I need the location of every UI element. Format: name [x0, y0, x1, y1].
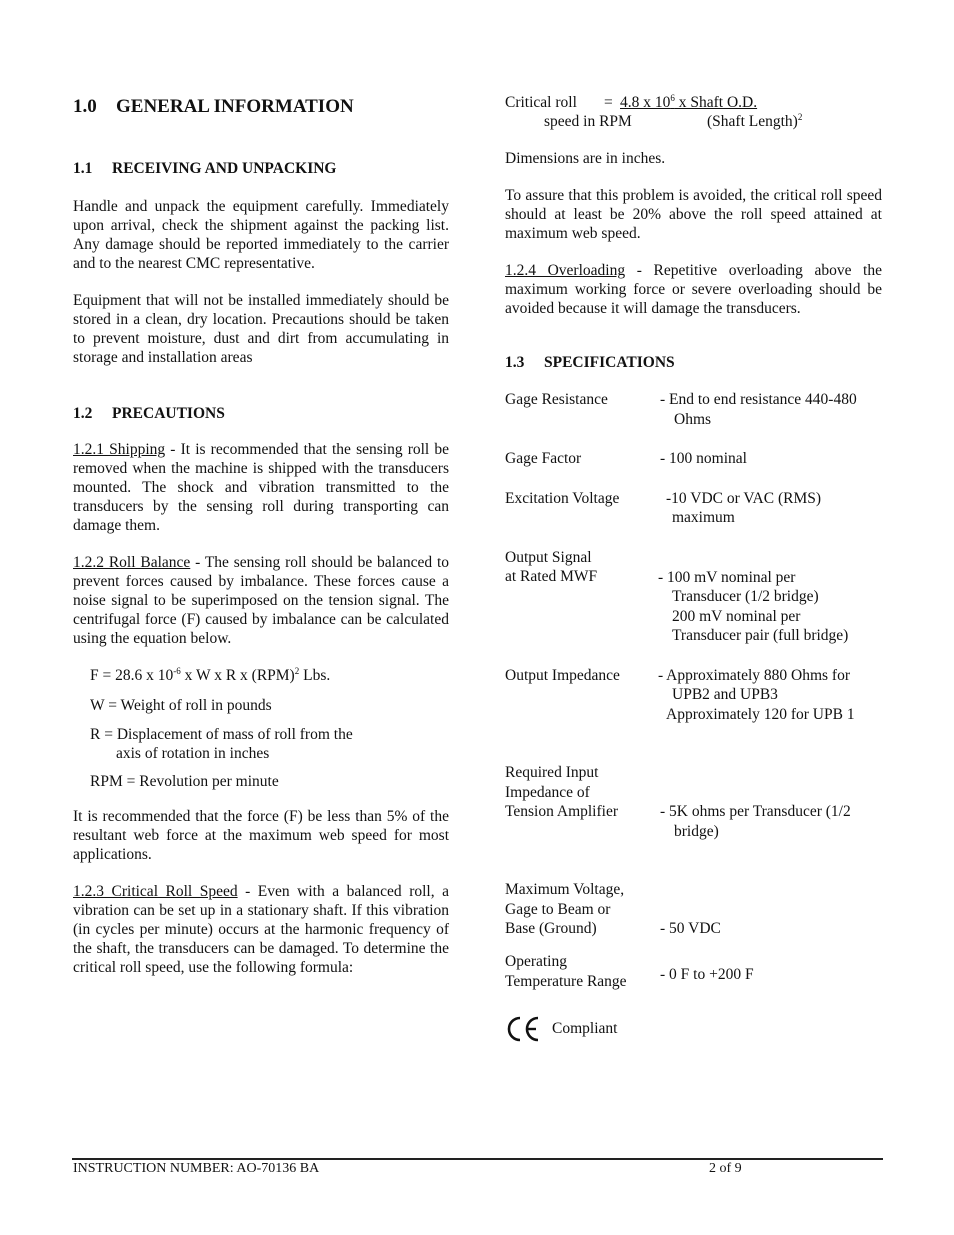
spec-label-line: Operating — [505, 952, 567, 970]
spec-value-line: - 5K ohms per Transducer (1/2 — [660, 803, 851, 820]
equation-middle: x W x R x (RPM) — [180, 667, 295, 684]
section-number: 1.0 — [73, 96, 97, 117]
spec-label-line: Base (Ground) — [505, 920, 597, 937]
formula-equals: = — [604, 94, 613, 111]
equation-r-definition-cont: axis of rotation in inches — [116, 745, 270, 762]
footer-page-number: 2 of 9 — [709, 1161, 742, 1176]
subheading-critical-speed: 1.2.3 Critical Roll Speed — [73, 883, 238, 900]
spec-label — [505, 548, 660, 646]
section-title: GENERAL INFORMATION — [116, 96, 354, 117]
force-equation — [90, 666, 449, 685]
spec-label-line: Gage to Beam or — [505, 900, 611, 918]
compliant-label: Compliant — [552, 1019, 618, 1037]
subheading-overloading: 1.2.4 Overloading — [505, 262, 626, 279]
spec-value: - 0 F to +200 F — [660, 965, 754, 983]
section-title: SPECIFICATIONS — [544, 354, 675, 371]
spec-value-line: - 100 mV nominal per — [658, 568, 796, 586]
section-heading-precautions — [73, 405, 449, 423]
equation-prefix: F = 28.6 x 10 — [90, 667, 174, 684]
equation-exponent-2: 2 — [294, 666, 300, 676]
right-column — [505, 93, 882, 1048]
spec-value-line: -10 VDC or VAC (RMS) — [666, 489, 822, 507]
spec-input-impedance — [505, 763, 882, 841]
spec-value-line: bridge) — [674, 822, 719, 840]
equation-r-definition: R = Displacement of mass of roll from the — [90, 726, 353, 743]
overloading-text: - Repetitive overloading above the maximum working force or severe overloading should be avoided because it will damage the transducers. — [505, 262, 882, 317]
spec-value — [658, 548, 882, 646]
equation-suffix: Lbs. — [299, 667, 331, 684]
ce-mark-logo — [505, 1015, 543, 1043]
formula-lhs-line1: Critical roll — [505, 94, 577, 111]
section-heading-general-information — [73, 96, 449, 118]
spec-output-signal — [505, 548, 882, 646]
spec-excitation-voltage — [505, 489, 882, 528]
paragraph-assure: To assure that this problem is avoided, the critical roll speed should at least be 20% above the roll speed attained at maximum web speed. — [505, 187, 882, 242]
paragraph-roll-balance — [73, 553, 449, 648]
formula-numerator-exponent: 6 — [670, 93, 675, 103]
spec-value-line: - End to end resistance 440-480 — [660, 391, 857, 408]
equation-rpm-definition: RPM = Revolution per minute — [90, 773, 279, 790]
spec-value: - 100 nominal — [660, 450, 747, 467]
formula-numerator — [620, 93, 757, 112]
equation-w-definition: W = Weight of roll in pounds — [90, 697, 272, 714]
spec-label-line: Impedance of — [505, 783, 590, 801]
spec-value-line: UPB2 and UPB3 — [672, 686, 778, 703]
spec-label: Output Impedance — [505, 666, 620, 684]
spec-value: - 50 VDC — [660, 920, 721, 937]
spec-label: Gage Factor — [505, 450, 582, 467]
spec-label: Excitation Voltage — [505, 489, 620, 507]
footer-instruction-number: INSTRUCTION NUMBER: AO-70136 BA — [73, 1161, 320, 1176]
spec-label-line: Temperature Range — [505, 972, 627, 990]
formula-lhs-line2: speed in RPM — [544, 113, 632, 130]
spec-value-line: Transducer (1/2 bridge) — [672, 588, 819, 605]
paragraph-dimensions: Dimensions are in inches. — [505, 150, 666, 167]
paragraph-overloading — [505, 261, 882, 318]
spec-label-line: Output Signal — [505, 548, 592, 566]
spec-gage-resistance — [505, 390, 882, 429]
formula-denominator-base: (Shaft Length) — [707, 113, 798, 130]
critical-speed-text: - Even with a balanced roll, a vibration can be set up in a stationary shaft. If this vibration (in cycles per minute) occurs at the harmonic frequency of the shaft, the transducers can be damaged. To determine the critical roll speed, use the following formula: — [73, 883, 449, 976]
spec-label-line: Maximum Voltage, — [505, 881, 625, 898]
formula-denominator-exponent: 2 — [797, 112, 803, 122]
spec-label: Gage Resistance — [505, 391, 608, 408]
left-column — [73, 96, 449, 977]
section-heading-receiving — [73, 160, 449, 178]
spec-value-line: Ohms — [674, 410, 712, 428]
spec-label — [505, 880, 660, 939]
formula-numerator-base: 4.8 x 10 — [620, 94, 671, 111]
paragraph-critical-speed — [73, 882, 449, 977]
spec-value — [660, 763, 882, 841]
spec-label — [505, 952, 660, 992]
paragraph-handle: Handle and unpack the equipment carefully. Immediately upon arrival, check the shipment against the packing list. Any damage should be reported immediately to the carrier and to the nearest CMC representative. — [73, 198, 449, 272]
section-number: 1.3 — [505, 354, 525, 371]
spec-label-line: Tension Amplifier — [505, 803, 618, 820]
footer-rule — [72, 1158, 883, 1160]
spec-output-impedance — [505, 666, 882, 725]
spec-value-line: - Approximately 880 Ohms for — [658, 666, 851, 684]
section-title: PRECAUTIONS — [112, 405, 225, 422]
ce-mark-icon — [505, 1015, 541, 1043]
spec-gage-factor — [505, 449, 882, 469]
formula-numerator-suffix: x Shaft O.D. — [674, 94, 758, 111]
section-title: RECEIVING AND UNPACKING — [112, 160, 337, 177]
spec-value — [660, 489, 882, 528]
critical-speed-formula — [505, 93, 882, 131]
spec-label-line: Required Input — [505, 764, 599, 781]
spec-value — [658, 666, 882, 725]
paragraph-shipping — [73, 440, 449, 535]
section-heading-specifications — [505, 354, 882, 372]
shipping-text: - It is recommended that the sensing roll be removed when the machine is shipped with the transducers mounted. The shock and vibration transmitted to the transducers by the sensing roll during transporting can damage them. — [73, 441, 450, 534]
spec-label — [505, 763, 660, 841]
ce-compliance — [505, 1015, 617, 1043]
spec-value-line: 200 mV nominal per — [672, 607, 801, 625]
equation-exponent: -6 — [173, 666, 181, 676]
section-number: 1.2 — [73, 405, 93, 422]
spec-value-line: Approximately 120 for UPB 1 — [666, 705, 855, 723]
subheading-roll-balance: 1.2.2 Roll Balance — [73, 554, 191, 571]
paragraph-equipment-storage: Equipment that will not be installed immediately should be stored in a clean, dry location. Precautions should be taken to prevent moisture, dust and dirt from accumulating in storage and installation areas — [73, 292, 449, 366]
paragraph-recommend-force: It is recommended that the force (F) be less than 5% of the resultant web force at the maximum web speed for most applications. — [73, 808, 449, 863]
spec-label-line: at Rated MWF — [505, 568, 598, 585]
spec-value-line: Transducer pair (full bridge) — [672, 627, 849, 644]
section-number: 1.1 — [73, 160, 93, 177]
subheading-shipping: 1.2.1 Shipping — [73, 441, 166, 458]
spec-operating-temperature — [505, 952, 882, 992]
spec-value — [660, 390, 882, 429]
spec-value-line: maximum — [672, 509, 735, 526]
formula-denominator — [707, 112, 802, 131]
spec-max-voltage — [505, 880, 882, 939]
roll-balance-text: - The sensing roll should be balanced to prevent forces caused by imbalance. These forces cause a noise signal to be superimposed on the tension signal. The centrifugal force (F) caused by imbalance can be calculated using the equation below. — [73, 554, 449, 647]
